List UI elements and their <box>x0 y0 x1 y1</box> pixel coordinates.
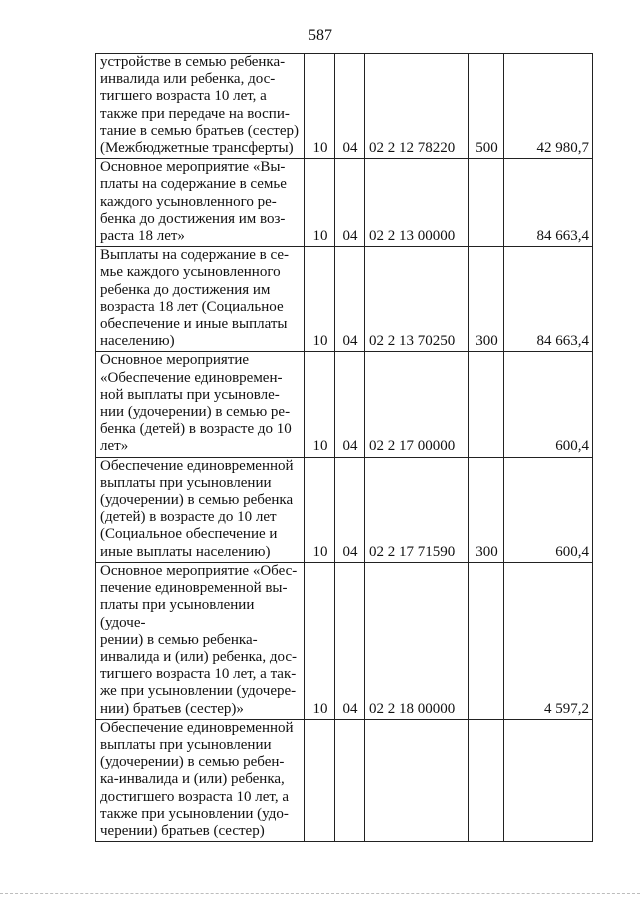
target-article-cell: 02 2 17 00000 <box>365 352 469 457</box>
table-row <box>96 352 593 457</box>
section-code-cell <box>305 719 335 841</box>
amount-cell: 600,4 <box>504 352 593 457</box>
subsection-code-cell: 04 <box>335 54 365 159</box>
table-row <box>96 719 593 841</box>
table-row <box>96 247 593 352</box>
amount-cell <box>504 719 593 841</box>
row-name-cell: Выплаты на содержание в се- мье каждого усыновленного ребенка до достижения им возраста 18 лет (Социальное обеспечение и иные выплаты населению) <box>96 247 305 352</box>
row-name-cell: Основное мероприятие «Вы- платы на содержание в семье каждого усыновленного ре- бенка до достижения им воз- раста 18 лет» <box>96 159 305 247</box>
section-code-cell: 10 <box>305 54 335 159</box>
subsection-code-cell: 04 <box>335 352 365 457</box>
expense-type-cell: 500 <box>469 54 504 159</box>
target-article-cell: 02 2 13 70250 <box>365 247 469 352</box>
section-code-cell: 10 <box>305 159 335 247</box>
subsection-code-cell: 04 <box>335 159 365 247</box>
subsection-code-cell <box>335 719 365 841</box>
amount-cell: 84 663,4 <box>504 247 593 352</box>
amount-cell: 600,4 <box>504 457 593 562</box>
amount-cell: 4 597,2 <box>504 562 593 719</box>
row-name-cell: Обеспечение единовременной выплаты при усыновлении (удочерении) в семью ребенка (детей) в возрасте до 10 лет (Социальное обеспечение и иные выплаты населению) <box>96 457 305 562</box>
row-name-cell: устройстве в семью ребенка- инвалида или ребенка, дос- тигшего возраста 10 лет, а также при передаче на воспи- тание в семью братьев (сестер) (Межбюджетные трансферты) <box>96 54 305 159</box>
subsection-code-cell: 04 <box>335 457 365 562</box>
table-row <box>96 159 593 247</box>
page-number: 587 <box>308 27 332 44</box>
expense-type-cell <box>469 159 504 247</box>
section-code-cell: 10 <box>305 352 335 457</box>
section-code-cell: 10 <box>305 457 335 562</box>
target-article-cell: 02 2 12 78220 <box>365 54 469 159</box>
subsection-code-cell: 04 <box>335 562 365 719</box>
expense-type-cell: 300 <box>469 457 504 562</box>
row-name-cell: Основное мероприятие «Обес- печение единовременной вы- платы при усыновлении (удоче- рении) в семью ребенка- инвалида и (или) ребенка, дос- тигшего возраста 10 лет, а так- же при усыновлении (удочере- нии) братьев (сестер)» <box>96 562 305 719</box>
amount-cell: 84 663,4 <box>504 159 593 247</box>
table-row <box>96 562 593 719</box>
scan-edge-line <box>0 893 640 894</box>
expense-type-cell: 300 <box>469 247 504 352</box>
budget-table <box>95 53 593 842</box>
expense-type-cell <box>469 719 504 841</box>
row-name-cell: Основное мероприятие «Обеспечение единовремен- ной выплаты при усыновле- нии (удочерении) в семью ре- бенка (детей) в возрасте до 10 лет» <box>96 352 305 457</box>
target-article-cell <box>365 719 469 841</box>
table-row <box>96 457 593 562</box>
expense-type-cell <box>469 352 504 457</box>
subsection-code-cell: 04 <box>335 247 365 352</box>
amount-cell: 42 980,7 <box>504 54 593 159</box>
target-article-cell: 02 2 17 71590 <box>365 457 469 562</box>
target-article-cell: 02 2 18 00000 <box>365 562 469 719</box>
target-article-cell: 02 2 13 00000 <box>365 159 469 247</box>
section-code-cell: 10 <box>305 247 335 352</box>
row-name-cell: Обеспечение единовременной выплаты при усыновлении (удочерении) в семью ребен- ка-инвалида и (или) ребенка, достигшего возраста 10 лет, а также при усыновлении (удо- черении) братьев (сестер) <box>96 719 305 841</box>
table-row <box>96 54 593 159</box>
section-code-cell: 10 <box>305 562 335 719</box>
expense-type-cell <box>469 562 504 719</box>
